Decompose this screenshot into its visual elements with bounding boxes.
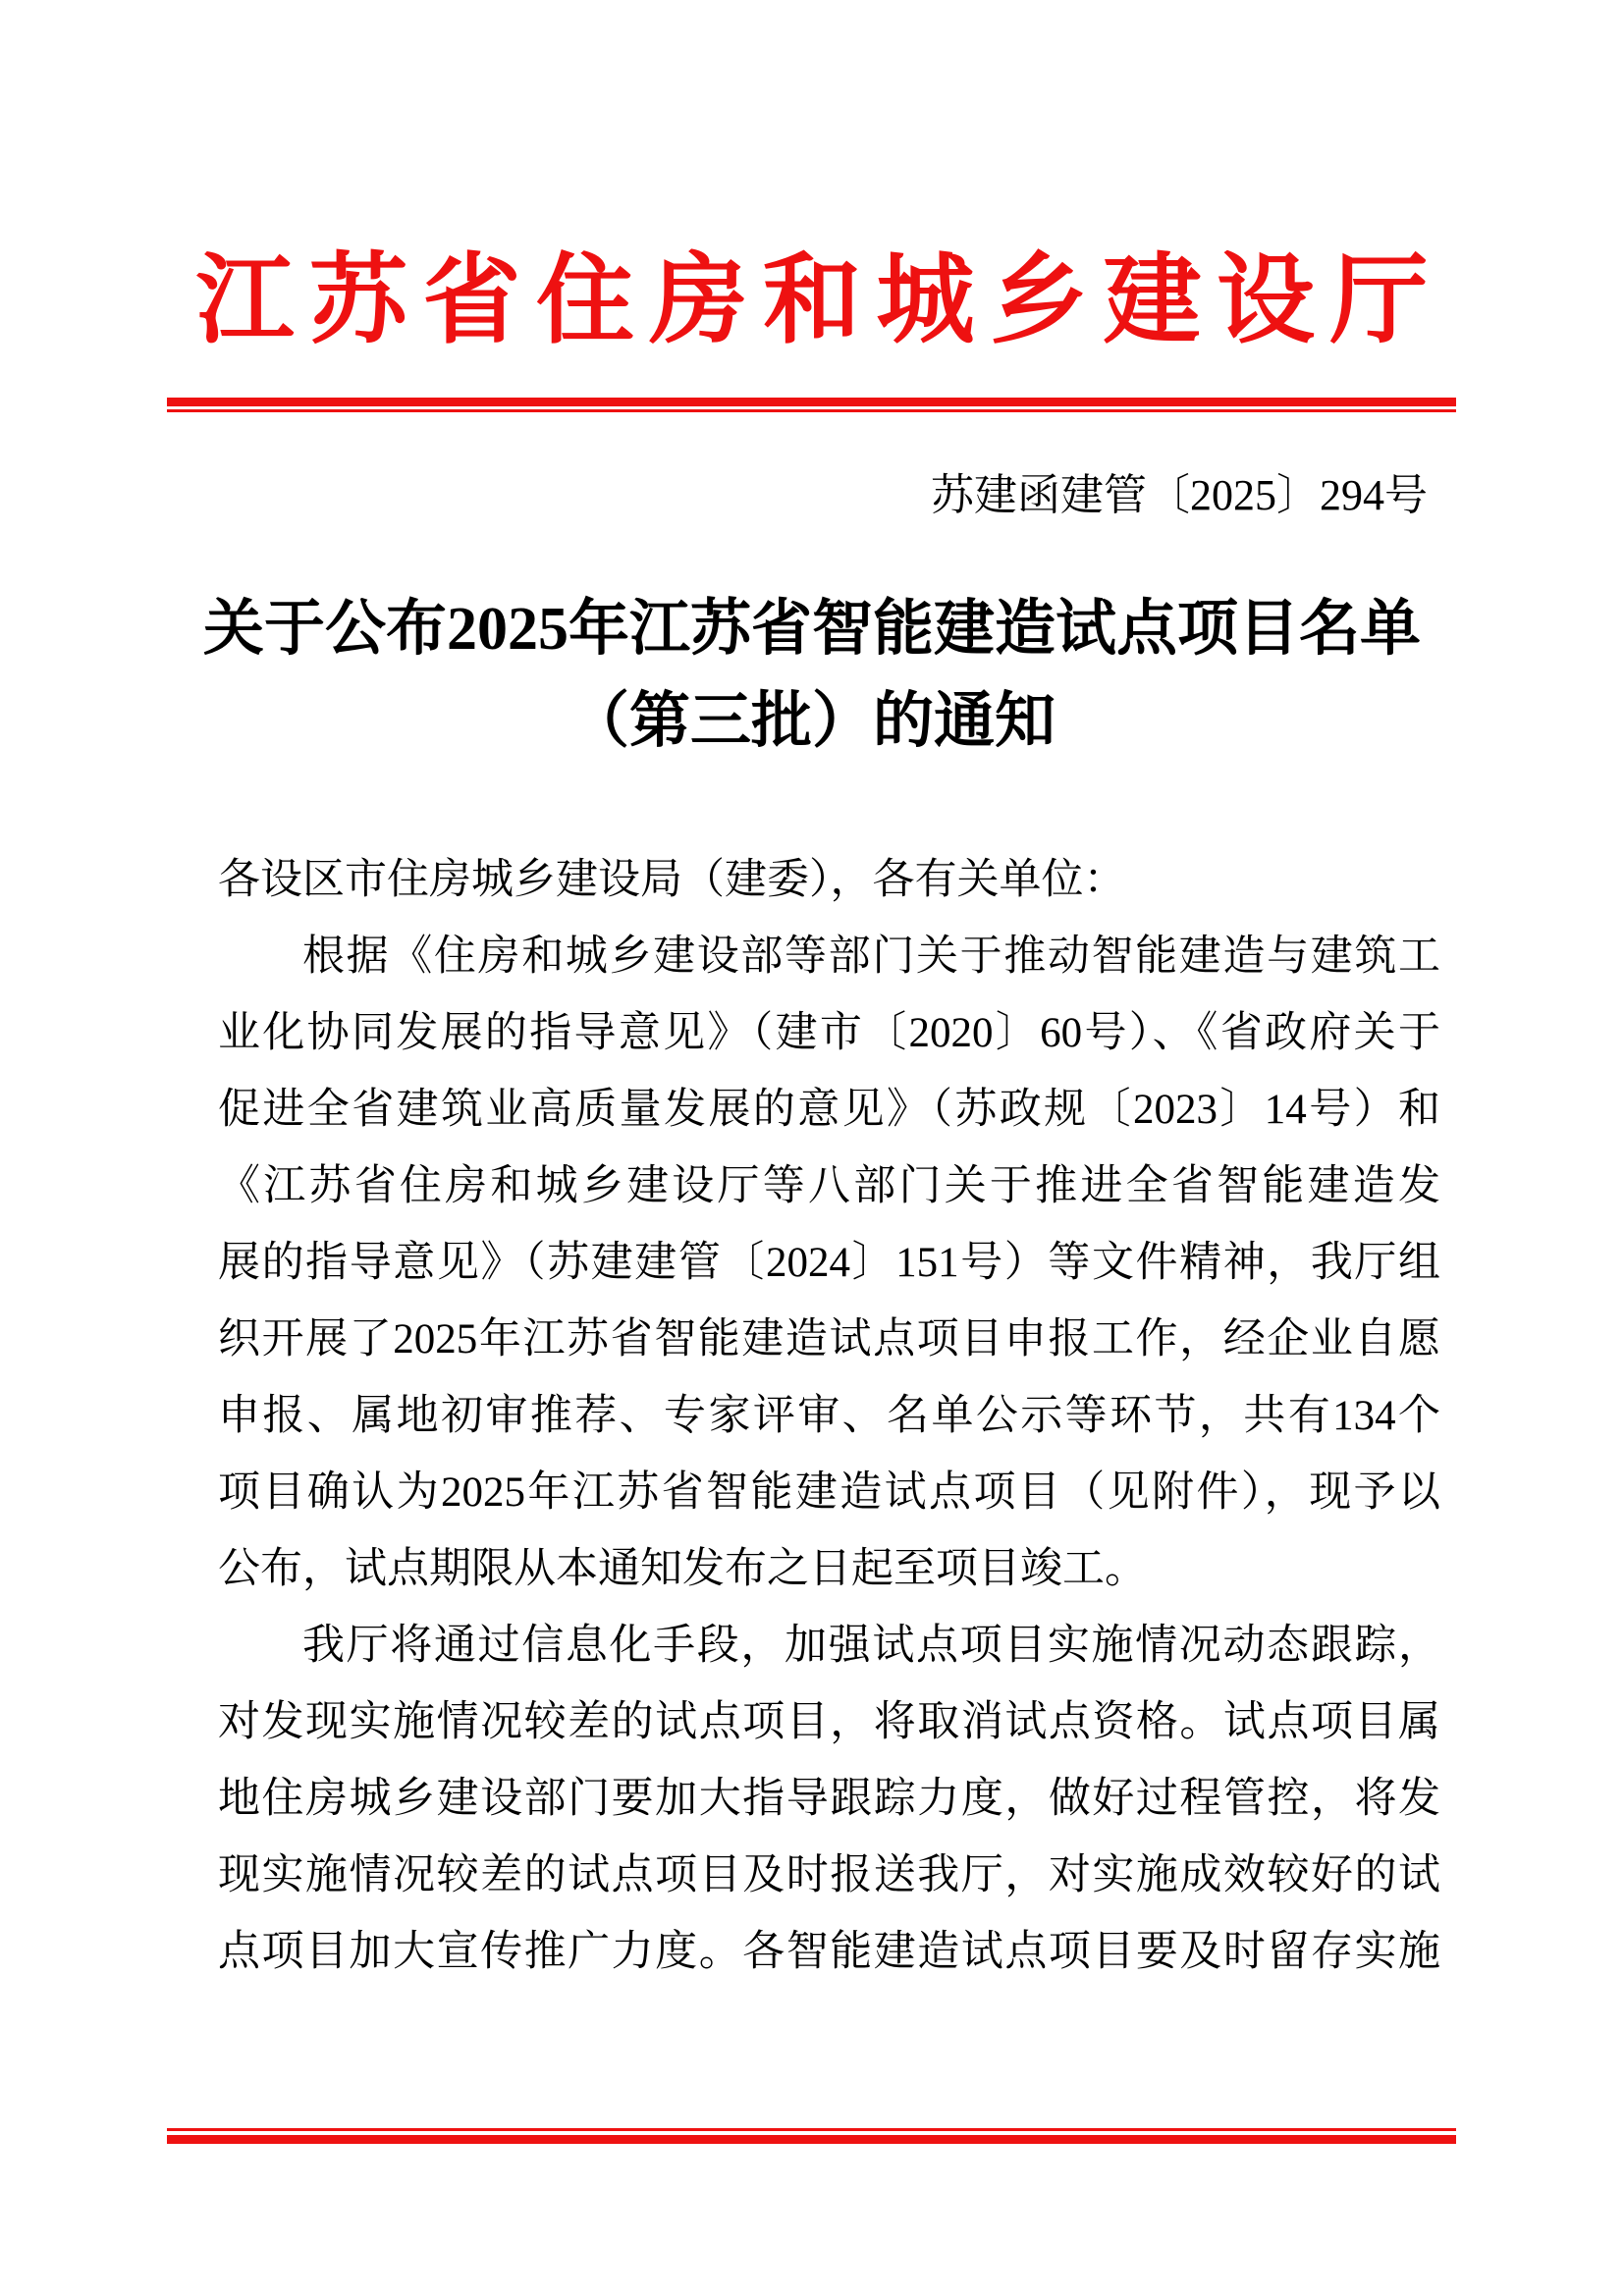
header-divider-thick-rule bbox=[167, 398, 1456, 406]
notice-title-line-2: （第三批）的通知 bbox=[568, 688, 1056, 755]
body-line: 申报、属地初审推荐、专家评审、名单公示等环节，共有134个 bbox=[218, 1393, 1440, 1439]
body-line: 公布，试点期限从本通知发布之日起至项目竣工。 bbox=[218, 1546, 1147, 1592]
body-line: 我厅将通过信息化手段，加强试点项目实施情况动态跟踪， bbox=[302, 1623, 1440, 1669]
body-line: 促进全省建筑业高质量发展的意见》（苏政规〔2023〕14号）和 bbox=[218, 1087, 1440, 1133]
body-line: 对发现实施情况较差的试点项目，将取消试点资格。试点项目属 bbox=[218, 1699, 1440, 1745]
footer-divider-thick-rule bbox=[167, 2135, 1456, 2144]
agency-masthead: 江苏省住房和城乡建设厅 bbox=[195, 246, 1443, 355]
body-line: 地住房城乡建设部门要加大指导跟踪力度，做好过程管控，将发 bbox=[218, 1776, 1440, 1822]
header-divider-thin-rule bbox=[167, 409, 1456, 412]
body-line: 织开展了2025年江苏省智能建造试点项目申报工作，经企业自愿 bbox=[218, 1316, 1440, 1362]
document-body bbox=[218, 842, 1440, 1991]
document-number: 苏建函建管〔2025〕294号 bbox=[931, 471, 1428, 519]
notice-title-line-1: 关于公布2025年江苏省智能建造试点项目名单 bbox=[202, 596, 1421, 663]
body-line: 点项目加大宣传推广力度。各智能建造试点项目要及时留存实施 bbox=[218, 1929, 1440, 1975]
body-line: 现实施情况较差的试点项目及时报送我厅，对实施成效较好的试 bbox=[218, 1852, 1440, 1898]
body-line: 展的指导意见》（苏建建管〔2024〕151号）等文件精神，我厅组 bbox=[218, 1240, 1440, 1286]
notice-title bbox=[0, 583, 1624, 768]
salutation-line: 各设区市住房城乡建设局（建委），各有关单位： bbox=[218, 857, 1126, 903]
body-line: 业化协同发展的指导意见》（建市〔2020〕60号）、《省政府关于 bbox=[218, 1010, 1440, 1056]
body-line: 《江苏省住房和城乡建设厅等八部门关于推进全省智能建造发 bbox=[218, 1163, 1440, 1209]
body-line: 根据《住房和城乡建设部等部门关于推动智能建造与建筑工 bbox=[302, 934, 1440, 980]
body-line: 项目确认为2025年江苏省智能建造试点项目（见附件），现予以 bbox=[218, 1469, 1440, 1516]
header-divider bbox=[167, 398, 1456, 412]
footer-divider bbox=[167, 2128, 1456, 2144]
